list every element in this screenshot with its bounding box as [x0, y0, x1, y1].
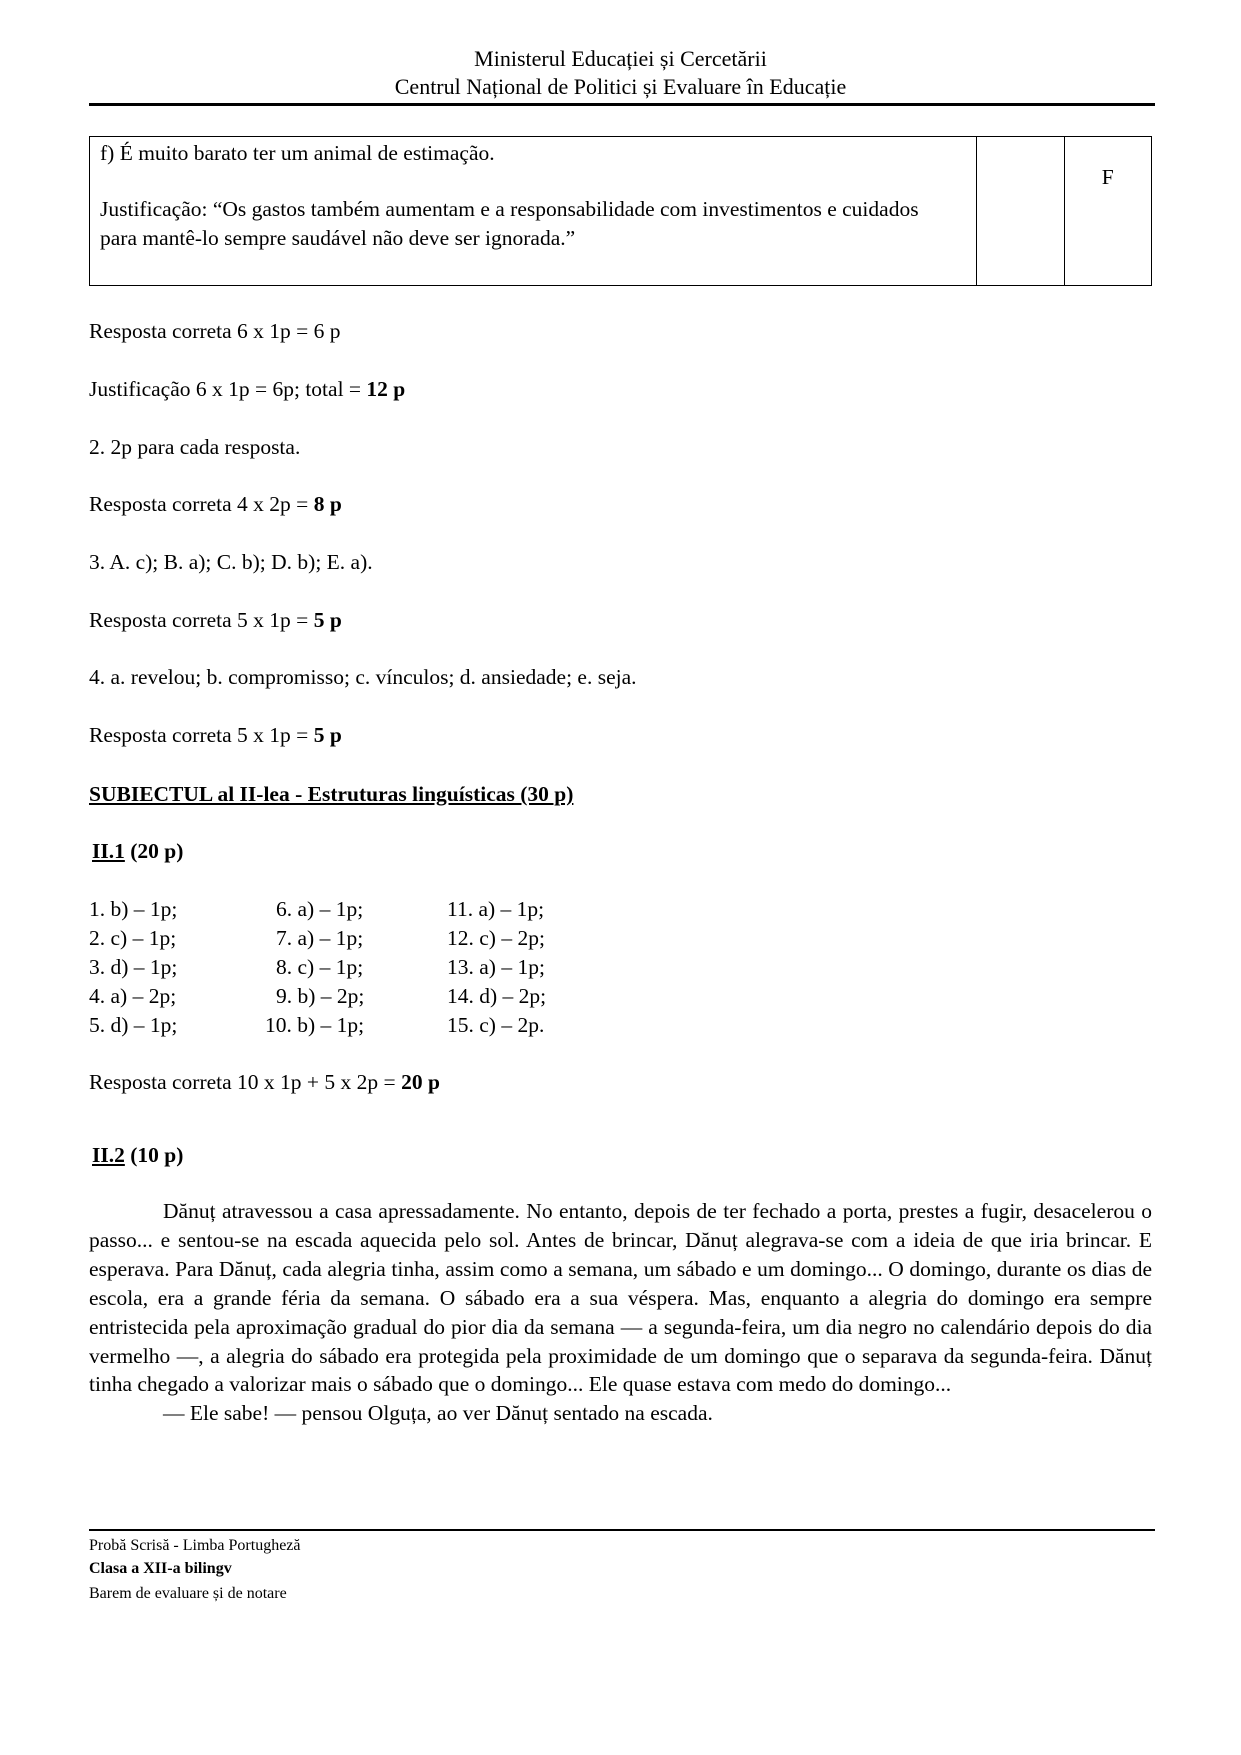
- answer-item: 14. d) – 2p;: [447, 984, 547, 1008]
- table-cell-true: [977, 137, 1064, 286]
- answer-item: 7. a) – 1p;: [276, 926, 364, 950]
- instruction-line: 2. 2p para cada resposta.: [89, 435, 301, 459]
- header-center: Centrul Național de Politici și Evaluare în Educație: [394, 74, 847, 99]
- table-item: f) É muito barato ter um animal de estimação.: [100, 141, 495, 165]
- answers-column-2-list: [265, 895, 364, 1040]
- table-cell-false: F: [1064, 137, 1151, 286]
- subsection-heading: [92, 1141, 183, 1170]
- answer-item: 10. b) – 1p;: [265, 1013, 365, 1037]
- score-total: 5 p: [313, 723, 342, 747]
- answers-column-3: [447, 895, 546, 1040]
- answer-item: 2. c) – 1p;: [89, 926, 177, 950]
- score-text: Resposta correta 4 x 2p =: [89, 492, 314, 516]
- answer-item: 15. c) – 2p.: [447, 1013, 545, 1037]
- answer-item: 8. c) – 1p;: [276, 955, 364, 979]
- table-row: [90, 137, 1152, 286]
- score-total: 20 p: [401, 1070, 440, 1094]
- answer-line: 3. A. c); B. a); C. b); D. b); E. a).: [89, 550, 373, 574]
- score-text: Justificação 6 x 1p = 6p; total =: [89, 377, 367, 401]
- score-text: Resposta correta 5 x 1p =: [89, 608, 314, 632]
- answer-item: 12. c) – 2p;: [447, 926, 545, 950]
- score-line: Resposta correta 6 x 1p = 6 p: [89, 319, 341, 343]
- footer-rule: [89, 1529, 1155, 1531]
- subsection-label: II.2: [92, 1143, 125, 1167]
- answer-item: 1. b) – 1p;: [89, 897, 178, 921]
- answer-item: 6. a) – 1p;: [276, 897, 364, 921]
- score-line: [89, 1068, 440, 1097]
- subsection-points: (20 p): [124, 839, 184, 863]
- passage-paragraph: Dănuț atravessou a casa apressadamente. No entanto, depois de ter fechado a porta, prestes a fugir, desacelerou o passo... e sentou-se na escada aquecida pelo sol. Antes de brincar, Dănuț alegrava-se com a ideia de que iria brincar. E esperava. Para Dănuț, cada alegria tinha, assim como a semana, um sábado e um domingo... O domingo, durante os dias de escola, era a grande féria da semana. O sábado era a sua véspera. Mas, enquanto a alegria do domingo era sempre entristecida pela aproximação gradual do pior dia da semana — a segunda-feira, um dia negro no calendário depois do dia vermelho —, a alegria do sábado era protegida pela proximidade de um domingo que o separava da segunda-feira. Dănuț tinha chegado a valorizar mais o sábado que o domingo... Ele quase estava com medo do domingo...: [89, 1199, 1152, 1397]
- footer-exam: Probă Scrisă - Limba Portugheză: [89, 1537, 301, 1554]
- subsection-heading: [92, 837, 183, 866]
- answer-item: 5. d) – 1p;: [89, 1013, 178, 1037]
- text-passage: [89, 1197, 1152, 1428]
- table-justification: Justificação: “Os gastos também aumentam e a responsabilidade com investimentos e cuidados para mantê-lo sempre saudável não deve ser ignorada.”: [100, 197, 919, 250]
- header-rule: [89, 103, 1155, 106]
- answer-item: 9. b) – 2p;: [276, 984, 365, 1008]
- score-total: 8 p: [313, 492, 342, 516]
- answers-column-1: [89, 895, 177, 1040]
- score-text: Resposta correta 10 x 1p + 5 x 2p =: [89, 1070, 402, 1094]
- answer-line: 4. a. revelou; b. compromisso; c. vínculos; d. ansiedade; e. seja.: [89, 665, 637, 689]
- answer-item: 11. a) – 1p;: [447, 897, 545, 921]
- score-line: [89, 375, 405, 404]
- header-ministry: Ministerul Educației și Cercetării: [474, 46, 767, 71]
- answer-item: 13. a) – 1p;: [447, 955, 545, 979]
- answer-item: 4. a) – 2p;: [89, 984, 177, 1008]
- score-line: [89, 490, 342, 519]
- score-line: [89, 721, 342, 750]
- subsection-label: II.1: [92, 839, 125, 863]
- score-total: 12 p: [366, 377, 406, 401]
- score-text: Resposta correta 5 x 1p =: [89, 723, 314, 747]
- footer-class: Clasa a XII-a bilingv: [89, 1560, 232, 1577]
- subsection-points: (10 p): [124, 1143, 184, 1167]
- score-line: [89, 606, 342, 635]
- score-total: 5 p: [313, 608, 342, 632]
- answer-item: 3. d) – 1p;: [89, 955, 178, 979]
- footer-doc-type: Barem de evaluare și de notare: [89, 1585, 287, 1602]
- section-title: SUBIECTUL al II-lea - Estruturas linguísticas (30 p): [89, 782, 574, 806]
- answer-table: [89, 136, 1152, 286]
- passage-dialogue: — Ele sabe! — pensou Olguța, ao ver Dănuț sentado na escada.: [163, 1401, 713, 1426]
